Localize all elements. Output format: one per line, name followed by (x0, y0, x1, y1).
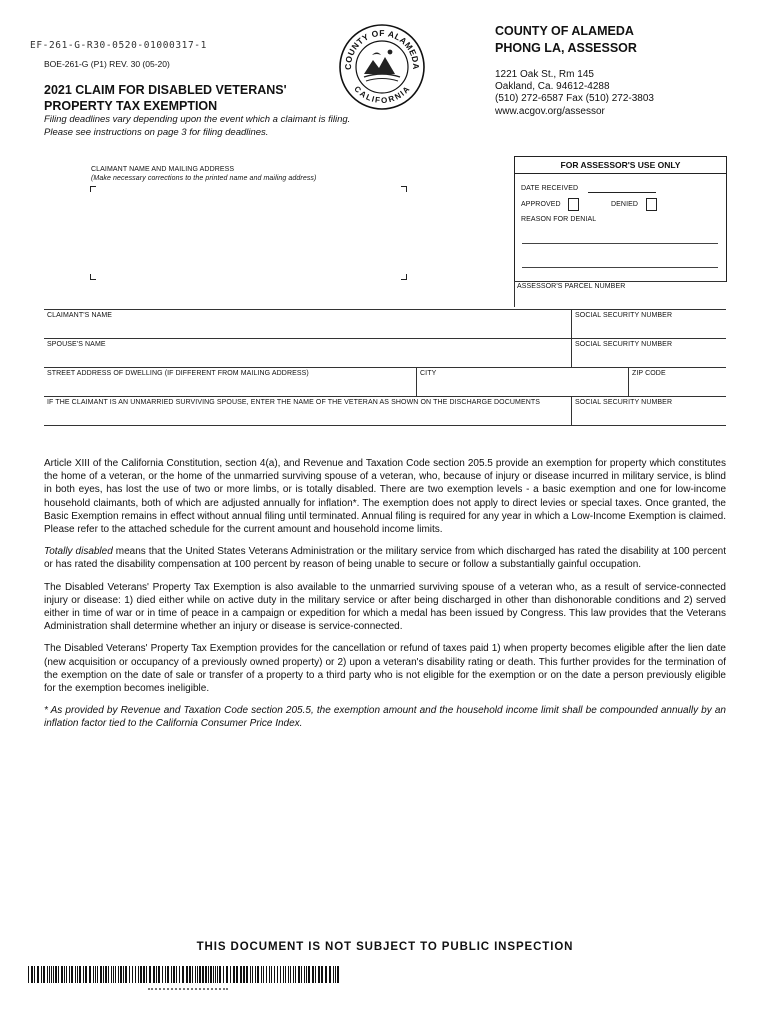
assessor-use-title: FOR ASSESSOR'S USE ONLY (515, 157, 726, 174)
seal-bottom-text: CALIFORNIA (352, 84, 412, 106)
denied-label: DENIED (611, 201, 639, 208)
county-seal (337, 22, 427, 112)
parcel-number-label: ASSESSOR'S PARCEL NUMBER (517, 283, 626, 290)
spouse-ssn-label: SOCIAL SECURITY NUMBER (575, 341, 673, 348)
zip-code-label: ZIP CODE (632, 370, 666, 377)
seal-top-text: COUNTY OF ALAMEDA (342, 27, 422, 70)
window-corner-bottom-right (401, 274, 407, 280)
filing-deadline-note (44, 114, 350, 139)
deadline-line1: Filing deadlines vary depending upon the event which a claimant is filing. (44, 114, 351, 125)
form-title-line1: 2021 CLAIM FOR DISABLED VETERANS' (44, 83, 287, 97)
term-totally-disabled: Totally disabled (44, 546, 113, 558)
mailing-address-label: CLAIMANT NAME AND MAILING ADDRESS (91, 166, 235, 173)
veteran-name-label: IF THE CLAIMANT IS AN UNMARRIED SURVIVING SPOUSE, ENTER THE NAME OF THE VETERAN AS SHOWN ON THE DISCHARGE DOCUMENTS (47, 399, 541, 406)
mailing-address-note: (Make necessary corrections to the printed name and mailing address) (91, 175, 317, 182)
spouse-name-input[interactable] (48, 352, 563, 365)
reason-for-denial-label: REASON FOR DENIAL (521, 216, 597, 223)
assessor-heading (495, 23, 637, 57)
instructions-body (44, 457, 726, 731)
claimant-name-label: CLAIMANT'S NAME (47, 312, 113, 319)
denial-reason-line2[interactable] (522, 257, 718, 268)
parcel-number-input[interactable] (520, 294, 720, 305)
veteran-ssn-label: SOCIAL SECURITY NUMBER (575, 399, 673, 406)
form-barcode (28, 966, 340, 983)
assessor-contact (495, 69, 654, 118)
form-title-line2: PROPERTY TAX EXEMPTION (44, 99, 218, 113)
veteran-name-input[interactable] (48, 410, 563, 423)
assessor-address2: Oakland, Ca. 94612-4288 (495, 81, 610, 93)
window-corner-bottom-left (90, 274, 96, 280)
window-corner-top-right (401, 186, 407, 192)
veteran-ssn-input[interactable] (576, 410, 721, 423)
form-id-code: EF-261-G-R30-0520-01000317-1 (30, 40, 207, 51)
public-inspection-notice: THIS DOCUMENT IS NOT SUBJECT TO PUBLIC INSPECTION (196, 941, 574, 953)
spouse-ssn-input[interactable] (576, 352, 721, 365)
paragraph-exemption-overview: Article XIII of the California Constitution, section 4(a), and Revenue and Taxation Code section 205.5 provide an exemption for property which constitutes the home of a veteran, or the home of the unmarried surviving spouse of a veteran, who, because of injury or disease incurred in military service, is blind in both eyes, has lost the use of two or more limbs, or is totally disabled. There are two exemption levels - a basic exemption and one for low-income household claimants, both of which are adjusted annually for inflation*. The exemption does not apply to direct levies or special taxes. Once granted, the Basic Exemption remains in effect without annual filing until terminated. Annual filing is required for any year in which a Low-Income Exemption is claimed. Please refer to the attached schedule for the current amount and household income limits. (44, 458, 726, 536)
spouse-name-label: SPOUSE'S NAME (47, 341, 106, 348)
street-address-input[interactable] (48, 381, 410, 394)
assessor-county: COUNTY OF ALAMEDA (495, 24, 634, 38)
paragraph-totally-disabled (44, 545, 726, 571)
svg-text:CALIFORNIA (352, 84, 411, 105)
denied-checkbox[interactable] (646, 198, 657, 211)
assessor-address1: 1221 Oak St., Rm 145 (495, 69, 594, 80)
claimant-ssn-input[interactable] (576, 323, 721, 336)
approved-checkbox[interactable] (568, 198, 579, 211)
paragraph-surviving-spouse: The Disabled Veterans' Property Tax Exemption is also available to the unmarried surviving spouse of a veteran who, as a result of service-connected injury or disease: 1) died either while on active duty in the military service or after being discharged in other than dishonorable conditions and 2) served either in time of war or in time of peace in a campaign or expedition for which a medal has been issued by Congress. This law provides that the Veterans Administration shall determine whether an injury or disease is service-connected. (44, 581, 726, 633)
approved-label: APPROVED (521, 201, 561, 208)
deadline-line2: Please see instructions on page 3 for filing deadlines. (44, 126, 269, 138)
barcode-caption (148, 988, 228, 994)
denial-reason-line1[interactable] (522, 233, 718, 244)
date-received-label: DATE RECEIVED (521, 185, 579, 192)
city-input[interactable] (421, 381, 621, 394)
claimant-name-input[interactable] (48, 323, 563, 336)
assessor-use-box (514, 156, 727, 282)
totally-disabled-definition: means that the United States Veterans Administration or the military service from which discharged has rated the disability at 100 percent or has rated the disability compensation at 100 percent by reason of being unable to secure or follow a substantially gainful occupation. (44, 546, 726, 571)
inflation-footnote: * As provided by Revenue and Taxation Code section 205.5, the exemption amount and the household income limit shall be compounded annually by an inflation factor tied to the California Consumer Price Index. (44, 705, 726, 730)
date-received-input[interactable] (588, 182, 656, 193)
assessor-phone: (510) 272-6587 Fax (510) 272-3803 (495, 93, 654, 105)
assessor-name: PHONG LA, ASSESSOR (495, 41, 637, 55)
claimant-ssn-label: SOCIAL SECURITY NUMBER (575, 312, 673, 319)
city-label: CITY (420, 370, 437, 377)
paragraph-cancellation-refund: The Disabled Veterans' Property Tax Exemption provides for the cancellation or refund of taxes paid 1) when property becomes eligible after the lien date (new acquisition or occupancy of a previously owned property) or 2) upon a veteran's disability rating or death. This further provides for the termination of the exemption on the date of sale or transfer of a property to a third party who is not eligible for the exemption or on the date a person previously eligible for the exemption becomes ineligible. (44, 643, 726, 695)
assessor-website[interactable]: www.acgov.org/assessor (495, 105, 605, 117)
street-address-label: STREET ADDRESS OF DWELLING (IF DIFFERENT FROM MAILING ADDRESS) (47, 370, 309, 377)
zip-code-input[interactable] (633, 381, 721, 394)
form-revision: BOE-261-G (P1) REV. 30 (05-20) (44, 59, 170, 69)
form-title (44, 82, 287, 114)
window-corner-top-left (90, 186, 96, 192)
